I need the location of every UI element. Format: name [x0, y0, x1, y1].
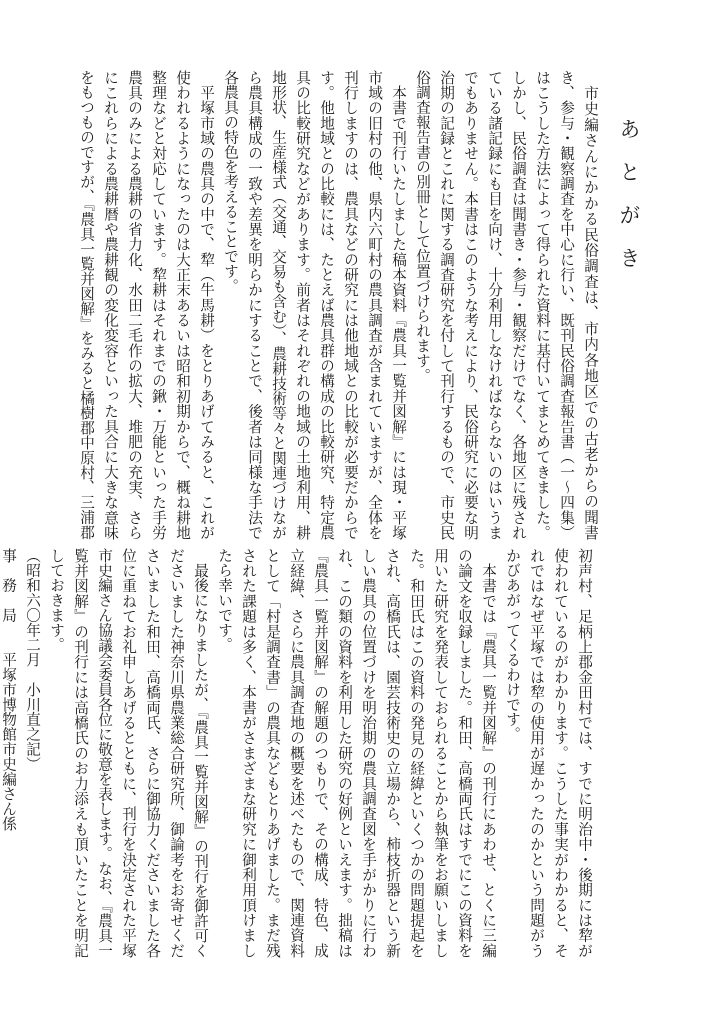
- signature: （昭和六〇年二月 小川直之記）: [24, 548, 41, 772]
- paragraph: 本書では『農具一覧并図解』の刊行にあわせ、とくに三編の論文を収録しました。和田、高橋両氏はすでにこの資料を用いた研究を発表しておられることから執筆をお願いしました。和田氏はこの資料の発見の経緯といくつかの問題提起をされ、高橋氏は、園芸技術史の立場から、柿枝折器という新しい農具の位置づけを明治期の農具調査図を手がかりに行われ、この類の資料を利用した研究の好例といえます。拙稿は『農具一覧并図解』の解題のつもりで、その構成、特色、成立経緯、さらに農具調査地の概要を述べたもので、関連資料として「村是調査書」の農具などもとりあげました。まだ残された課題は多く、本書がさまざまな研究に御利用頂けましたら幸いです。: [216, 548, 497, 958]
- paragraph: 本書で刊行いたしました稿本資料『農具一覧并図解』には現・平塚市域の旧村の他、県内六町村の農具調査が含まれていますが、全体を刊行しますのは、農具などの研究には他地域との比較が必要だからです。他地域との比較には、たとえば農具群の構成の比較研究、特定農具の比較研究などがあります。前者はそれぞれの地域の土地利用、耕地形状、生産様式（交通、交易も含む）、農耕技術等々と関連づけながら農具構成の一致や差異を明らかにすることで、後者は同様な手法で各農具の特色を考えることです。: [222, 70, 407, 540]
- page-title: あとがき: [617, 118, 641, 290]
- paragraph: 平塚市域の農具の中で、犂（牛馬耕）をとりあげてみると、これが使われるようになったのは大正末あるいは昭和初期からで、概ね耕地整理などと対応しています。犂耕はそれまでの鍬・万能といった手労農具のみによる農耕の省力化、水田二毛作の拡大、堆肥の充実、さらにこれらによる農耕暦や農耕観の変化変容といった具合に大きな意味をもつものですが、『農具一覧并図解』をみると橘樹郡中原村、三浦郡: [78, 70, 215, 540]
- upper-text-block: [78, 70, 602, 540]
- paragraph: 最後になりましたが、『農具一覧并図解』の刊行を御許可くださいました神奈川県農業総合研究所、御論考をお寄せくださいました和田、高橋両氏、さらに御協力くださいました各位に重ねてお礼申しあげるとともに、刊行を決定された平塚市史編さん協議会委員各位に敬意を表します。なお、『農具一覧并図解』の刊行には高橋氏のお力添えも頂いたことを明記しておきます。: [48, 548, 209, 958]
- paragraph: 市史編さんにかかる民俗調査は、市内各地区での古老からの聞書き、参与・観察調査を中心に行い、既刊民俗調査報告書（一～四集）はこうした方法によって得られた資料に基付いてまとめてきました。しかし、民俗調査は聞書き・参与・観察だけでなく、各地区に残されている諸記録にも目を向け、十分利用しなければならないのはいうまでもありません。本書はこのような考えにより、民俗研究に必要な明治期の記録とこれに関する調査研究を付して刊行するもので、市史民俗調査報告書の別冊として位置づけられます。: [414, 70, 599, 540]
- lower-text-block: [0, 548, 596, 958]
- paragraph: 初声村、足柄上郡金田村では、すでに明治中・後期には犂が使われているのがわかります。こうした事実がわかると、それではなぜ平塚では犂の使用が遅かったのかという問題がうかびあがってくるわけです。: [504, 548, 593, 958]
- credit-line: 事 務 局 平塚市博物館市史編さん係: [0, 548, 17, 832]
